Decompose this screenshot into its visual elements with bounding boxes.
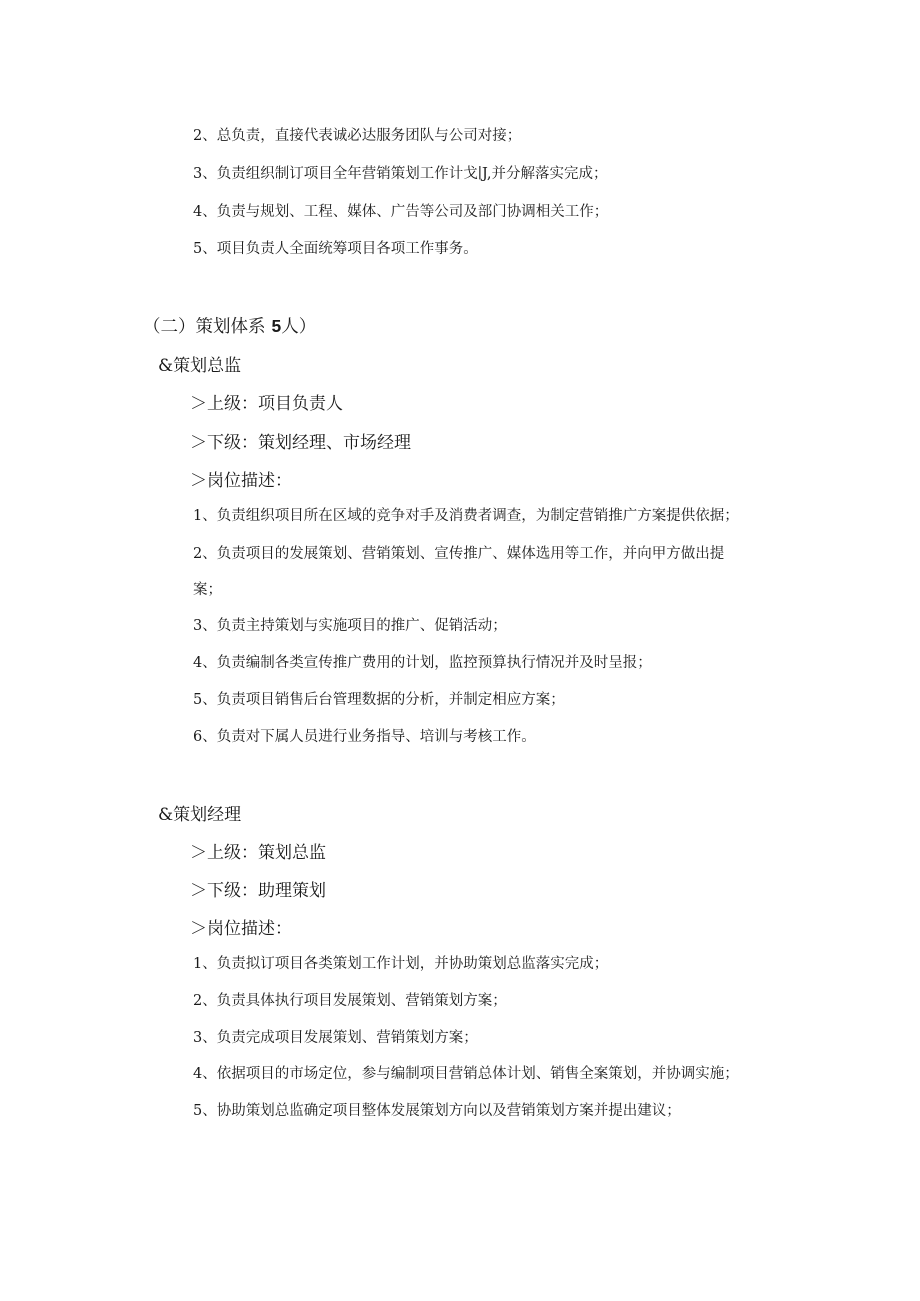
list-item: 6、负责对下属人员进行业务指导、培训与考核工作。 <box>193 729 536 745</box>
section-heading-count: 5 <box>271 316 282 336</box>
role-subordinate: ＞下级：策划经理、市场经理 <box>190 433 411 453</box>
role-title: &策划经理 <box>158 805 242 825</box>
list-item: 2、负责项目的发展策划、营销策划、宣传推广、媒体选用等工作，并向甲方做出提 <box>193 546 725 562</box>
list-item: 2、总负责，直接代表诚必达服务团队与公司对接； <box>193 128 522 144</box>
list-item: 5、项目负责人全面统筹项目各项工作事务。 <box>193 241 478 257</box>
list-item: 4、负责编制各类宣传推广费用的计划，监控预算执行情况并及时呈报； <box>193 655 652 671</box>
role-superior: ＞上级：策划总监 <box>190 843 326 863</box>
role-title: &策划总监 <box>158 356 242 376</box>
list-item: 3、负责完成项目发展策划、营销策划方案； <box>193 1030 478 1046</box>
list-item: 案； <box>193 582 222 598</box>
list-item: 4、依据项目的市场定位，参与编制项目营销总体计划、销售全案策划，并协调实施； <box>193 1066 739 1082</box>
section-heading-text: （二）策划体系 <box>143 317 266 337</box>
section-heading-suffix: 人） <box>281 317 317 337</box>
list-item: 5、协助策划总监确定项目整体发展策划方向以及营销策划方案并提出建议； <box>193 1103 681 1119</box>
section-heading <box>143 313 316 338</box>
list-item: 2、负责具体执行项目发展策划、营销策划方案； <box>193 993 507 1009</box>
role-superior: ＞上级：项目负责人 <box>190 394 343 414</box>
list-item: 3、负责主持策划与实施项目的推广、促销活动； <box>193 618 507 634</box>
list-item: 1、负责组织项目所在区域的竞争对手及消费者调查，为制定营销推广方案提供依据； <box>193 508 739 524</box>
role-subordinate: ＞下级：助理策划 <box>190 881 326 901</box>
role-description-label: ＞岗位描述： <box>190 471 292 491</box>
list-item: 4、负责与规划、工程、媒体、广告等公司及部门协调相关工作； <box>193 204 609 220</box>
list-item: 1、负责拟订项目各类策划工作计划，并协助策划总监落实完成； <box>193 956 609 972</box>
role-description-label: ＞岗位描述： <box>190 919 292 939</box>
list-item: 5、负责项目销售后台管理数据的分析，并制定相应方案； <box>193 692 565 708</box>
list-item: 3、负责组织制订项目全年营销策划工作计戈∣J,并分解落实完成； <box>193 166 608 182</box>
